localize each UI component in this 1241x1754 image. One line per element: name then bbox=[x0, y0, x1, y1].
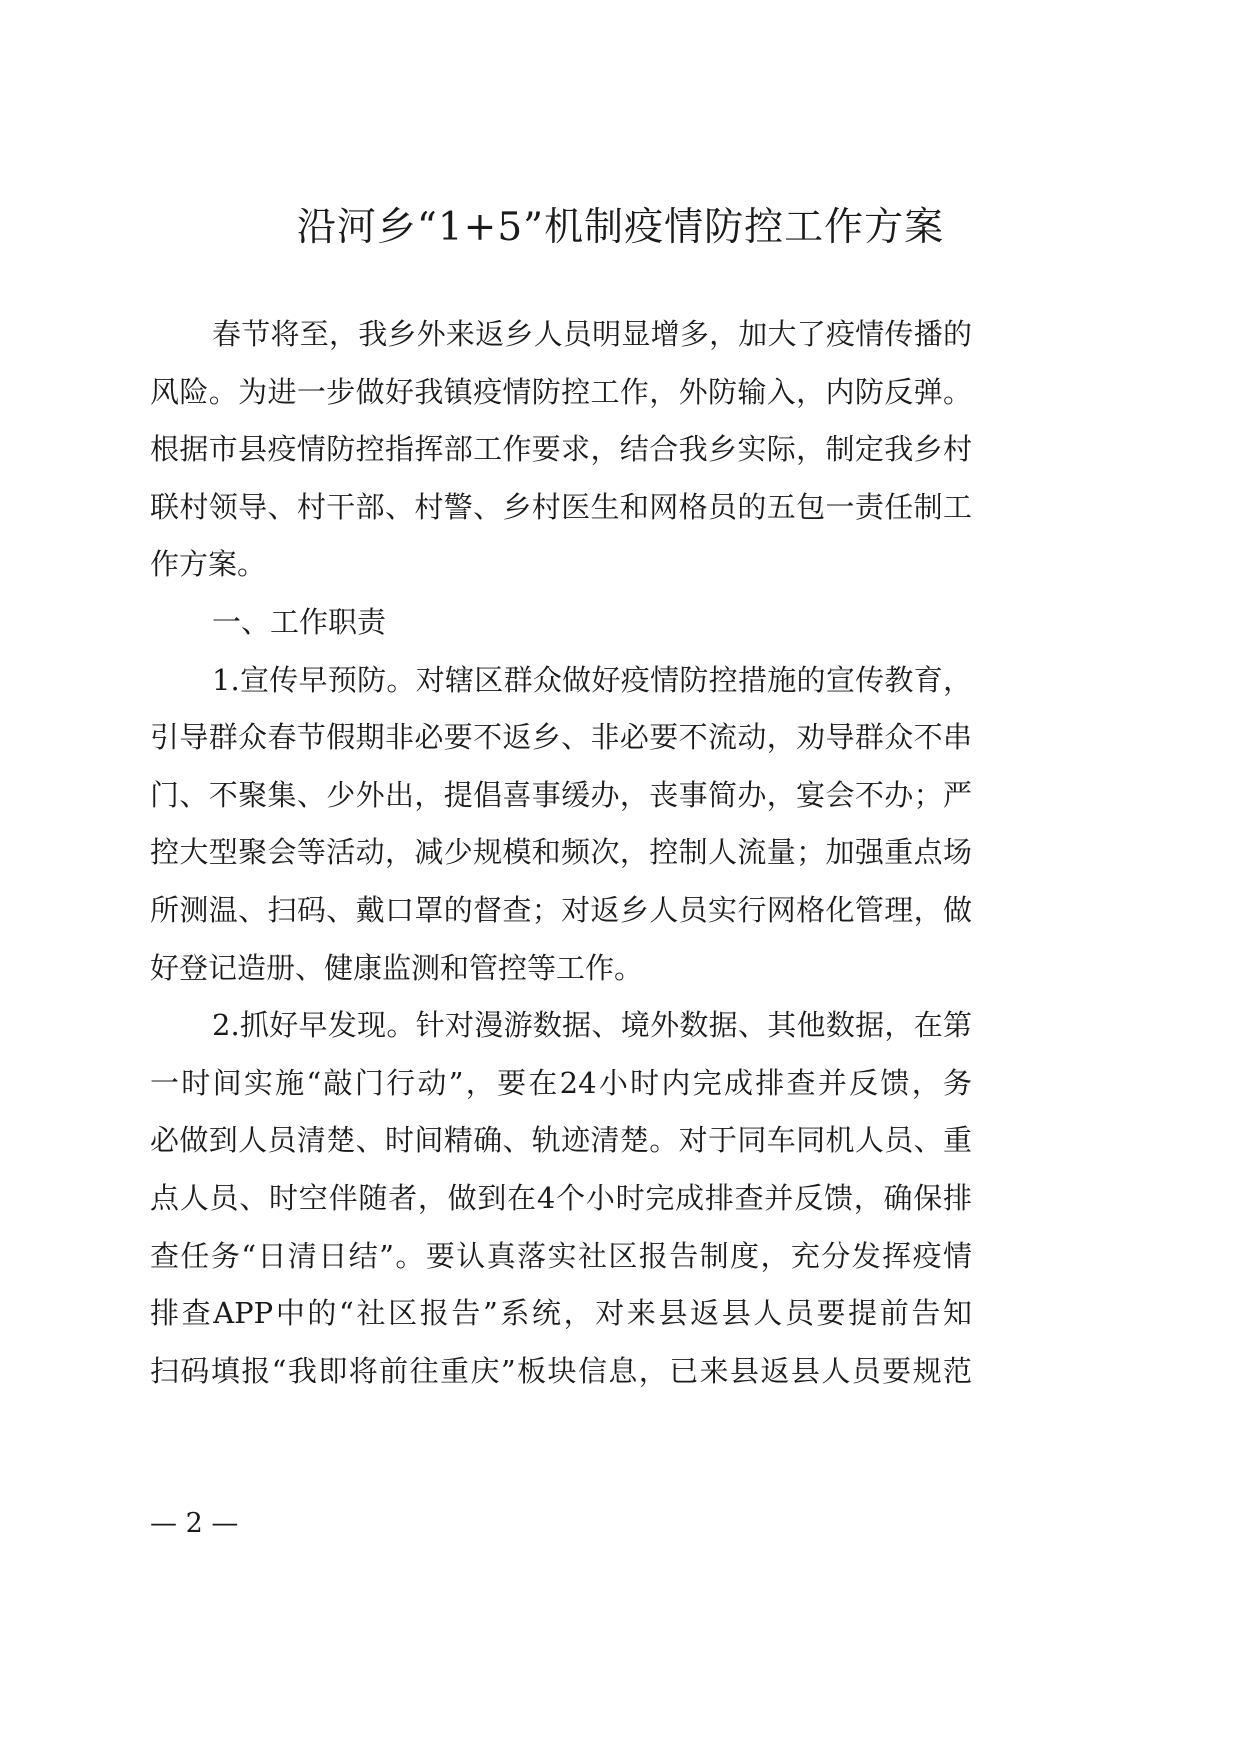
text-line: 风险。为进一步做好我镇疫情防控工作，外防输入，内防反弹。 bbox=[150, 374, 972, 409]
text-line: 必做到人员清楚、时间精确、轨迹清楚。对于同车同机人员、重 bbox=[150, 1123, 972, 1158]
text-line: 春节将至，我乡外来返乡人员明显增多，加大了疫情传播的 bbox=[212, 317, 972, 351]
page-number: — 2 — bbox=[150, 1508, 239, 1539]
text-line: 所测温、扫码、戴口罩的督查；对返乡人员实行网格化管理，做 bbox=[150, 892, 972, 927]
section-heading: 一、工作职责 bbox=[212, 604, 387, 639]
text-line: 联村领导、村干部、村警、乡村医生和网格员的五包一责任制工 bbox=[150, 489, 972, 524]
text-line: 点人员、时空伴随者，做到在4个小时完成排查并反馈，确保排 bbox=[150, 1180, 972, 1215]
text-line: 扫码填报“我即将前往重庆”板块信息，已来县返县人员要规范 bbox=[150, 1353, 972, 1388]
text-line: 门、不聚集、少外出，提倡喜事缓办，丧事简办，宴会不办；严 bbox=[150, 777, 972, 812]
text-line: 控大型聚会等活动，减少规模和频次，控制人流量；加强重点场 bbox=[150, 835, 972, 870]
document-title: 沿河乡“1+5”机制疫情防控工作方案 bbox=[296, 205, 945, 250]
text-line: 排查APP中的“社区报告”系统，对来县返县人员要提前告知 bbox=[150, 1296, 972, 1331]
text-line: 1.宣传早预防。对辖区群众做好疫情防控措施的宣传教育， bbox=[212, 662, 972, 697]
text-line: 作方案。 bbox=[150, 547, 267, 582]
text-line: 一时间实施“敲门行动”，要在24小时内完成排查并反馈，务 bbox=[150, 1065, 972, 1100]
document-body bbox=[150, 306, 972, 1400]
text-line: 根据市县疫情防控指挥部工作要求，结合我乡实际，制定我乡村 bbox=[150, 432, 972, 467]
text-line: 好登记造册、健康监测和管控等工作。 bbox=[150, 950, 644, 985]
text-line: 引导群众春节假期非必要不返乡、非必要不流动，劝导群众不串 bbox=[150, 720, 972, 755]
text-line: 查任务“日清日结”。要认真落实社区报告制度，充分发挥疫情 bbox=[150, 1238, 972, 1273]
text-line: 2.抓好早发现。针对漫游数据、境外数据、其他数据，在第 bbox=[212, 1008, 972, 1043]
